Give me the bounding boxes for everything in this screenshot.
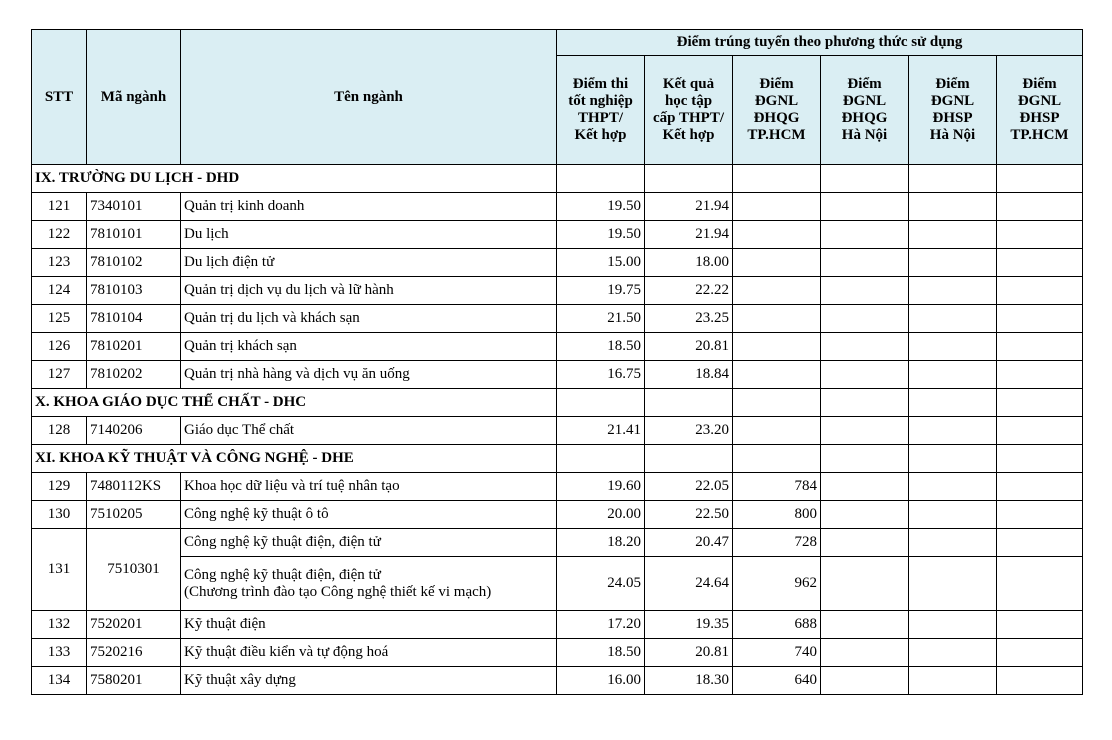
header-method-2: Kết quả học tập cấp THPT/ Kết hợp	[645, 56, 733, 165]
stt-cell: 127	[32, 361, 87, 389]
name-cell: Công nghệ kỹ thuật điện, điện tử	[181, 529, 557, 557]
code-cell: 7810201	[87, 333, 181, 361]
table-body	[32, 165, 1083, 695]
code-cell: 7510301	[87, 529, 181, 611]
table-row	[32, 611, 1083, 639]
score-hocba-cell: 23.20	[645, 417, 733, 445]
score-thpt-cell: 21.41	[557, 417, 645, 445]
score-dgnl-hcm-cell	[733, 305, 821, 333]
score-dgnl-hcm-cell: 640	[733, 667, 821, 695]
score-dgnl-hcm-cell	[733, 333, 821, 361]
score-thpt-cell: 24.05	[557, 557, 645, 611]
score-thpt-cell: 19.75	[557, 277, 645, 305]
score-dgnl-hcm-cell: 740	[733, 639, 821, 667]
name-cell: Kỹ thuật điện	[181, 611, 557, 639]
name-cell: Khoa học dữ liệu và trí tuệ nhân tạo	[181, 473, 557, 501]
score-hocba-cell: 22.50	[645, 501, 733, 529]
name-cell: Quản trị dịch vụ du lịch và lữ hành	[181, 277, 557, 305]
name-cell: Công nghệ kỹ thuật ô tô	[181, 501, 557, 529]
table-row	[32, 667, 1083, 695]
name-cell: Quản trị du lịch và khách sạn	[181, 305, 557, 333]
table-header	[32, 30, 1083, 165]
code-cell: 7580201	[87, 667, 181, 695]
stt-cell: 133	[32, 639, 87, 667]
score-thpt-cell: 19.60	[557, 473, 645, 501]
section-row	[32, 445, 1083, 473]
code-cell: 7520201	[87, 611, 181, 639]
header-method-1: Điểm thi tốt nghiệp THPT/ Kết hợp	[557, 56, 645, 165]
score-hocba-cell: 22.05	[645, 473, 733, 501]
stt-cell: 122	[32, 221, 87, 249]
code-cell: 7810101	[87, 221, 181, 249]
score-dgnl-hcm-cell	[733, 221, 821, 249]
header-ten-nganh: Tên ngành	[181, 30, 557, 165]
stt-cell: 134	[32, 667, 87, 695]
stt-cell: 132	[32, 611, 87, 639]
section-title: X. KHOA GIÁO DỤC THỂ CHẤT - DHC	[32, 389, 557, 417]
score-dgnl-hcm-cell	[733, 417, 821, 445]
score-dgnl-hcm-cell: 784	[733, 473, 821, 501]
score-dgnl-hcm-cell: 728	[733, 529, 821, 557]
table-row	[32, 193, 1083, 221]
stt-cell: 124	[32, 277, 87, 305]
code-cell: 7140206	[87, 417, 181, 445]
score-dgnl-hcm-cell: 800	[733, 501, 821, 529]
stt-cell: 126	[32, 333, 87, 361]
score-thpt-cell: 18.50	[557, 639, 645, 667]
stt-cell: 129	[32, 473, 87, 501]
score-thpt-cell: 19.50	[557, 221, 645, 249]
name-cell: Kỹ thuật điều kiển và tự động hoá	[181, 639, 557, 667]
header-group-title: Điểm trúng tuyển theo phương thức sử dụng	[557, 30, 1083, 56]
name-cell: Du lịch điện tử	[181, 249, 557, 277]
score-hocba-cell: 19.35	[645, 611, 733, 639]
table-row	[32, 277, 1083, 305]
score-thpt-cell: 21.50	[557, 305, 645, 333]
header-method-5: Điểm ĐGNL ĐHSP Hà Nội	[909, 56, 997, 165]
section-row	[32, 389, 1083, 417]
header-ma-nganh: Mã ngành	[87, 30, 181, 165]
stt-cell: 121	[32, 193, 87, 221]
code-cell: 7510205	[87, 501, 181, 529]
score-thpt-cell: 18.20	[557, 529, 645, 557]
code-cell: 7520216	[87, 639, 181, 667]
score-hocba-cell: 18.84	[645, 361, 733, 389]
score-hocba-cell: 18.00	[645, 249, 733, 277]
score-thpt-cell: 17.20	[557, 611, 645, 639]
header-method-3: Điểm ĐGNL ĐHQG TP.HCM	[733, 56, 821, 165]
code-cell: 7810103	[87, 277, 181, 305]
table-row	[32, 305, 1083, 333]
table-row	[32, 333, 1083, 361]
code-cell: 7810102	[87, 249, 181, 277]
name-cell: Công nghệ kỹ thuật điện, điện tử (Chương trình đào tạo Công nghệ thiết kế vi mạch)	[181, 557, 557, 611]
score-hocba-cell: 24.64	[645, 557, 733, 611]
stt-cell: 130	[32, 501, 87, 529]
score-hocba-cell: 21.94	[645, 221, 733, 249]
code-cell: 7810104	[87, 305, 181, 333]
code-cell: 7340101	[87, 193, 181, 221]
score-dgnl-hcm-cell	[733, 193, 821, 221]
stt-cell: 131	[32, 529, 87, 611]
name-cell: Giáo dục Thể chất	[181, 417, 557, 445]
score-thpt-cell: 16.75	[557, 361, 645, 389]
table-row	[32, 639, 1083, 667]
header-method-6: Điểm ĐGNL ĐHSP TP.HCM	[997, 56, 1083, 165]
score-hocba-cell: 22.22	[645, 277, 733, 305]
score-hocba-cell: 20.81	[645, 333, 733, 361]
score-hocba-cell: 21.94	[645, 193, 733, 221]
code-cell: 7480112KS	[87, 473, 181, 501]
name-cell: Quản trị khách sạn	[181, 333, 557, 361]
name-cell: Du lịch	[181, 221, 557, 249]
score-hocba-cell: 20.81	[645, 639, 733, 667]
score-thpt-cell: 15.00	[557, 249, 645, 277]
section-title: IX. TRƯỜNG DU LỊCH - DHD	[32, 165, 557, 193]
stt-cell: 128	[32, 417, 87, 445]
table-row	[32, 529, 1083, 557]
admission-scores-table	[31, 29, 1083, 695]
table-row	[32, 249, 1083, 277]
stt-cell: 125	[32, 305, 87, 333]
score-thpt-cell: 18.50	[557, 333, 645, 361]
table-row	[32, 501, 1083, 529]
section-row	[32, 165, 1083, 193]
table-row	[32, 473, 1083, 501]
name-cell: Quản trị kinh doanh	[181, 193, 557, 221]
score-dgnl-hcm-cell	[733, 249, 821, 277]
score-dgnl-hcm-cell	[733, 277, 821, 305]
name-cell: Kỹ thuật xây dựng	[181, 667, 557, 695]
score-hocba-cell: 20.47	[645, 529, 733, 557]
score-thpt-cell: 19.50	[557, 193, 645, 221]
score-thpt-cell: 20.00	[557, 501, 645, 529]
name-cell: Quản trị nhà hàng và dịch vụ ăn uống	[181, 361, 557, 389]
score-dgnl-hcm-cell	[733, 361, 821, 389]
score-dgnl-hcm-cell: 962	[733, 557, 821, 611]
header-method-4: Điểm ĐGNL ĐHQG Hà Nội	[821, 56, 909, 165]
section-title: XI. KHOA KỸ THUẬT VÀ CÔNG NGHỆ - DHE	[32, 445, 557, 473]
score-thpt-cell: 16.00	[557, 667, 645, 695]
score-hocba-cell: 18.30	[645, 667, 733, 695]
score-dgnl-hcm-cell: 688	[733, 611, 821, 639]
code-cell: 7810202	[87, 361, 181, 389]
header-stt: STT	[32, 30, 87, 165]
stt-cell: 123	[32, 249, 87, 277]
score-hocba-cell: 23.25	[645, 305, 733, 333]
table-row	[32, 361, 1083, 389]
table-row	[32, 557, 1083, 611]
table-row	[32, 221, 1083, 249]
table-row	[32, 417, 1083, 445]
